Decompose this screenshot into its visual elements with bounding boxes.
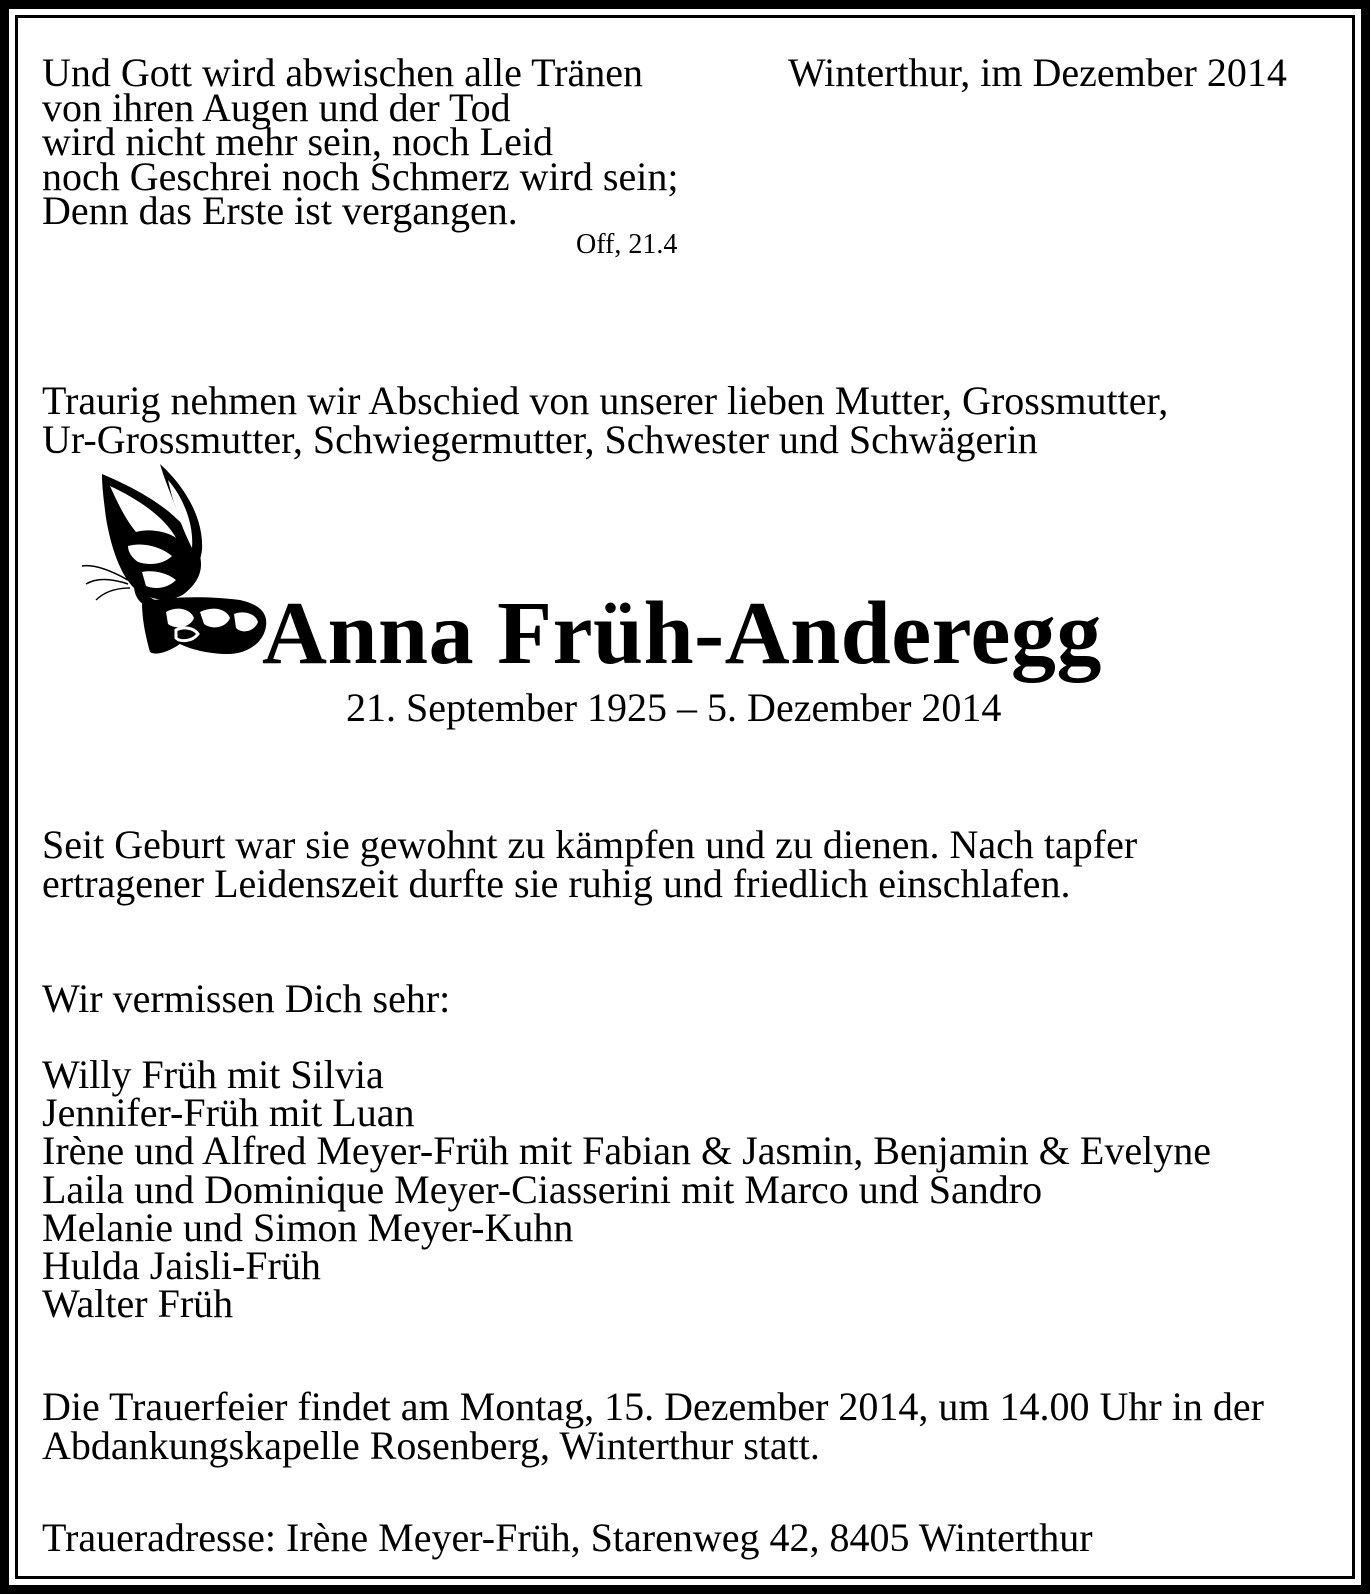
tribute-line: Seit Geburt war sie gewohnt zu kämpfen und zu dienen. Nach tapfer — [42, 822, 1138, 867]
funeral-service-info — [42, 1384, 1264, 1468]
tribute-paragraph — [42, 822, 1138, 906]
list-item: Melanie und Simon Meyer-Kuhn — [42, 1204, 574, 1250]
verse-line: Denn das Erste ist vergangen. — [42, 188, 518, 233]
life-dates: 21. September 1925 – 5. Dezember 2014 — [346, 685, 1002, 730]
list-item: Hulda Jaisli-Früh — [42, 1243, 321, 1289]
verse-reference: Off, 21.4 — [576, 229, 678, 260]
bible-verse — [42, 50, 679, 233]
deceased-name: Anna Früh-Anderegg — [262, 584, 1102, 683]
verse-line: wird nicht mehr sein, noch Leid — [42, 119, 553, 164]
butterfly-icon — [80, 462, 270, 658]
intro-line: Traurig nehmen wir Abschied von unserer lieben Mutter, Grossmutter, — [42, 378, 1169, 423]
mourners-heading: Wir vermissen Dich sehr: — [42, 976, 451, 1021]
family-list — [42, 1052, 1211, 1327]
intro-text — [42, 378, 1169, 462]
tribute-line: ertragener Leidenszeit durfte sie ruhig und friedlich einschlafen. — [42, 860, 1071, 906]
list-item: Jennifer-Früh mit Luan — [42, 1090, 415, 1136]
verse-line: von ihren Augen und der Tod — [42, 84, 511, 130]
list-item: Irène und Alfred Meyer-Früh mit Fabian & Jasmin, Benjamin & Evelyne — [42, 1128, 1211, 1174]
service-line: Abdankungskapelle Rosenberg, Winterthur statt. — [42, 1422, 820, 1468]
mourning-address: Traueradresse: Irène Meyer-Früh, Starenweg 42, 8405 Winterthur — [42, 1515, 1093, 1560]
intro-line: Ur-Grossmutter, Schwiegermutter, Schwester und Schwägerin — [42, 416, 1038, 462]
list-item: Walter Früh — [42, 1281, 234, 1327]
service-line: Die Trauerfeier findet am Montag, 15. Dezember 2014, um 14.00 Uhr in der — [42, 1384, 1264, 1429]
verse-line: noch Geschrei noch Schmerz wird sein; — [42, 153, 679, 199]
place-date: Winterthur, im Dezember 2014 — [788, 50, 1287, 95]
inner-border — [15, 15, 1355, 1579]
verse-line: Und Gott wird abwischen alle Tränen — [42, 50, 644, 95]
list-item: Willy Früh mit Silvia — [42, 1052, 384, 1097]
list-item: Laila und Dominique Meyer-Ciasserini mit Marco und Sandro — [42, 1166, 1043, 1212]
